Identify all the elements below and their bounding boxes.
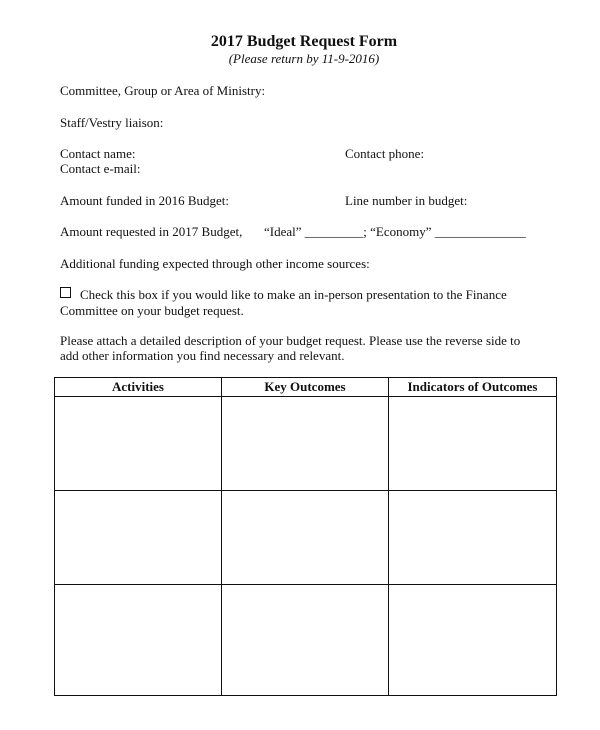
checkbox-label-line1: Check this box if you would like to make an in-person presentation to the Finance bbox=[80, 287, 507, 302]
indicator-cell[interactable] bbox=[389, 585, 557, 696]
key-outcomes-header: Key Outcomes bbox=[222, 378, 389, 397]
line-number-label: Line number in budget: bbox=[345, 193, 468, 208]
activity-cell[interactable] bbox=[55, 491, 222, 585]
key-outcome-cell[interactable] bbox=[222, 585, 389, 696]
activity-cell[interactable] bbox=[55, 397, 222, 491]
table-row bbox=[55, 491, 557, 585]
table-header-row bbox=[55, 378, 557, 397]
instructions-line1: Please attach a detailed description of your budget request. Please use the reverse side to bbox=[60, 333, 521, 348]
contact-phone-label: Contact phone: bbox=[345, 146, 425, 161]
ideal-economy-blanks: “Ideal” _________; “Economy” ______________ bbox=[264, 224, 526, 239]
key-outcome-cell[interactable] bbox=[222, 397, 389, 491]
additional-funding-label: Additional funding expected through other income sources: bbox=[60, 256, 370, 271]
indicators-header: Indicators of Outcomes bbox=[389, 378, 557, 397]
indicator-cell[interactable] bbox=[389, 397, 557, 491]
outcomes-table bbox=[54, 377, 557, 696]
amount-requested-label: Amount requested in 2017 Budget, bbox=[60, 224, 243, 239]
liaison-label: Staff/Vestry liaison: bbox=[60, 115, 164, 130]
contact-name-label: Contact name: bbox=[60, 146, 136, 161]
amount-funded-label: Amount funded in 2016 Budget: bbox=[60, 193, 229, 208]
committee-label: Committee, Group or Area of Ministry: bbox=[60, 83, 266, 98]
contact-email-label: Contact e-mail: bbox=[60, 161, 141, 176]
key-outcome-cell[interactable] bbox=[222, 491, 389, 585]
table-row bbox=[55, 585, 557, 696]
indicator-cell[interactable] bbox=[389, 491, 557, 585]
instructions-line2: add other information you find necessary and relevant. bbox=[60, 348, 345, 363]
activity-cell[interactable] bbox=[55, 585, 222, 696]
activities-header: Activities bbox=[55, 378, 222, 397]
checkbox-label-line2: Committee on your budget request. bbox=[60, 303, 244, 318]
return-date-note: (Please return by 11-9-2016) bbox=[228, 51, 380, 66]
presentation-checkbox[interactable] bbox=[60, 287, 71, 298]
table-row bbox=[55, 397, 557, 491]
form-title: 2017 Budget Request Form bbox=[210, 33, 398, 50]
